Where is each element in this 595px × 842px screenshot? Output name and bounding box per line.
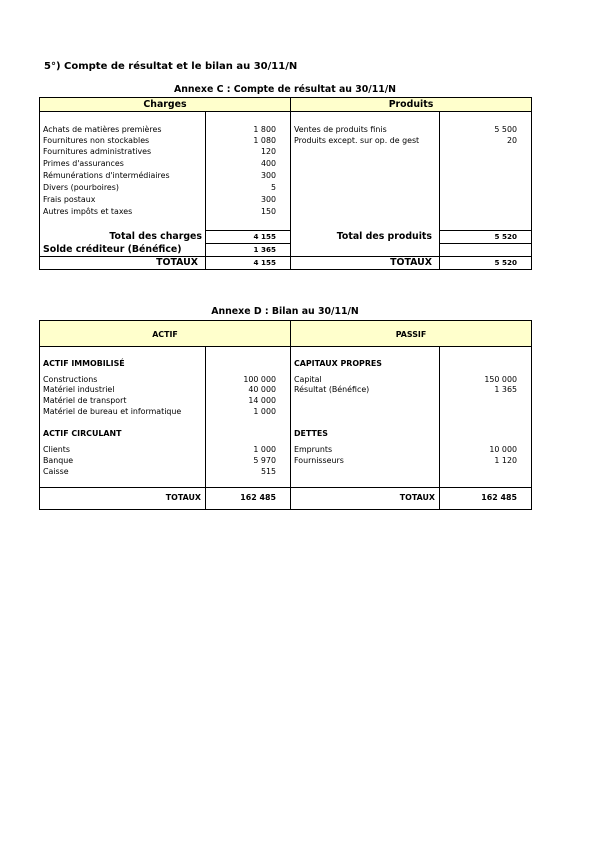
actif-value: 14 000 [248,396,276,405]
total-charges-label: Total des charges [109,231,202,242]
produit-value: 5 500 [494,125,517,134]
charge-label: Autres impôts et taxes [43,207,133,216]
actif-label: Banque [43,456,74,465]
actif-label: Constructions [43,375,98,384]
produit-value: 20 [506,136,517,145]
totaux-rule [39,256,532,257]
passif-value: 1 120 [494,456,517,465]
actif-value: 1 000 [253,407,276,416]
passif-value: 150 000 [484,375,517,384]
actif-header: ACTIF [152,330,178,339]
passif-header: PASSIF [395,330,427,339]
total-produits-label: Total des produits [336,231,432,242]
solde-label: Solde créditeur (Bénéfice) [43,244,182,255]
dettes-title: DETTES [294,429,328,438]
solde-rule [439,243,532,244]
actif-value-divider [205,346,206,510]
charge-value: 300 [260,171,276,180]
column-divider [290,320,291,510]
annexe-c-caption: Annexe C : Compte de résultat au 30/11/N [173,84,397,95]
solde-rule [205,243,291,244]
charge-label: Rémunérations d'intermédiaires [43,171,170,180]
passif-label: Résultat (Bénéfice) [294,385,370,394]
passif-label: Fournisseurs [294,456,344,465]
charge-value: 5 [270,183,276,192]
charge-label: Fournitures non stockables [43,136,150,145]
charge-label: Primes d'assurances [43,159,124,168]
capitaux-propres-title: CAPITAUX PROPRES [294,359,382,368]
totals-rule [205,230,291,231]
passif-value: 10 000 [489,445,517,454]
totals-rule [439,230,532,231]
actif-value: 100 000 [243,375,276,384]
totaux-rule [39,487,532,488]
actif-label: Caisse [43,467,69,476]
solde-value: 1 365 [253,245,276,254]
charge-value: 150 [260,207,276,216]
actif-label: Matériel de transport [43,396,127,405]
total-actif-value: 162 485 [240,493,276,502]
passif-value-divider [439,346,440,510]
actif-circulant-title: ACTIF CIRCULANT [43,429,122,438]
page-heading: 5°) Compte de résultat et le bilan au 30/11/N [44,61,298,72]
totaux-produits-value: 5 520 [494,258,517,267]
charge-label: Frais postaux [43,195,96,204]
column-divider [290,97,291,270]
charge-value: 1 800 [253,125,276,134]
total-charges-value: 4 155 [253,232,276,241]
charge-label: Divers (pourboires) [43,183,119,192]
passif-label: Capital [294,375,322,384]
actif-label: Matériel industriel [43,385,115,394]
actif-value: 515 [260,467,276,476]
produits-header: Produits [388,99,434,110]
charge-label: Fournitures administratives [43,147,152,156]
totaux-charges-label: TOTAUX [156,257,198,268]
actif-value: 5 970 [253,456,276,465]
actif-label: Matériel de bureau et informatique [43,407,182,416]
actif-immobilise-title: ACTIF IMMOBILISÉ [43,359,125,368]
charge-value: 400 [260,159,276,168]
charge-value: 300 [260,195,276,204]
produit-label: Ventes de produits finis [294,125,387,134]
charge-value: 1 080 [253,136,276,145]
actif-label: Clients [43,445,70,454]
passif-value: 1 365 [494,385,517,394]
header-rule [39,346,532,347]
header-rule [39,111,532,112]
annexe-d-caption: Annexe D : Bilan au 30/11/N [211,306,359,317]
total-produits-value: 5 520 [494,232,517,241]
charges-header: Charges [143,99,187,110]
actif-value: 40 000 [248,385,276,394]
charge-value: 120 [260,147,276,156]
produit-label: Produits except. sur op. de gest [294,136,420,145]
totaux-actif-label: TOTAUX [165,493,201,502]
totaux-produits-label: TOTAUX [390,257,432,268]
passif-label: Emprunts [294,445,333,454]
actif-value: 1 000 [253,445,276,454]
totaux-charges-value: 4 155 [253,258,276,267]
totaux-passif-label: TOTAUX [399,493,435,502]
charge-label: Achats de matières premières [43,125,162,134]
total-passif-value: 162 485 [481,493,517,502]
produits-value-divider [439,111,440,270]
